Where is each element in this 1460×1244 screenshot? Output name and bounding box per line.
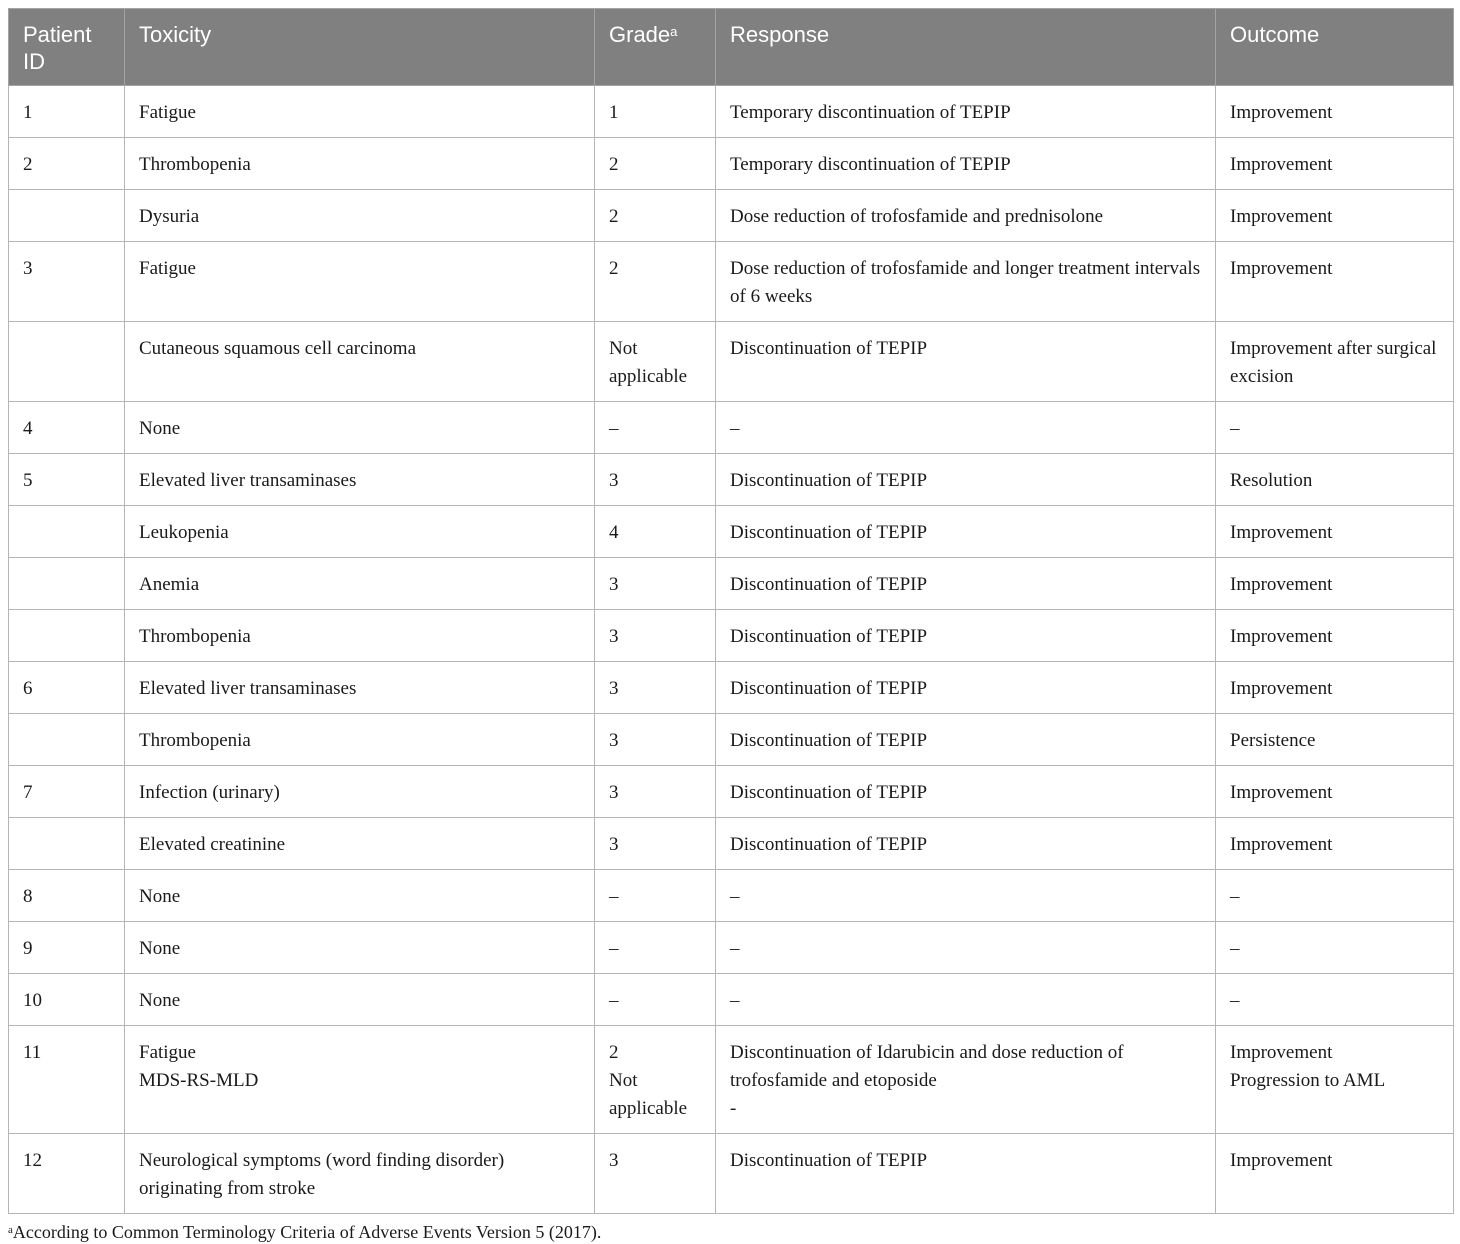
header-grade — [595, 9, 716, 86]
cell-patient-id — [9, 558, 125, 610]
cell-response: Discontinuation of TEPIP — [716, 818, 1216, 870]
cell-toxicity: Thrombopenia — [125, 714, 595, 766]
cell-response: Discontinuation of TEPIP — [716, 714, 1216, 766]
header-response: Response — [716, 9, 1216, 86]
cell-outcome-line: Progression to AML — [1230, 1070, 1386, 1091]
table-row — [9, 1134, 1454, 1214]
cell-patient-id: 12 — [9, 1134, 125, 1214]
cell-response: Discontinuation of TEPIP — [716, 766, 1216, 818]
cell-grade — [595, 1026, 716, 1134]
cell-toxicity: Thrombopenia — [125, 610, 595, 662]
cell-grade: – — [595, 870, 716, 922]
cell-toxicity: None — [125, 402, 595, 454]
cell-outcome: Improvement — [1216, 138, 1454, 190]
table-row — [9, 922, 1454, 974]
cell-outcome: Improvement — [1216, 86, 1454, 138]
cell-grade: – — [595, 922, 716, 974]
cell-toxicity: Infection (urinary) — [125, 766, 595, 818]
cell-toxicity: Fatigue — [125, 86, 595, 138]
cell-toxicity: Leukopenia — [125, 506, 595, 558]
table-row — [9, 242, 1454, 322]
cell-patient-id: 3 — [9, 242, 125, 322]
cell-grade-line: 2 — [609, 1042, 619, 1063]
cell-response: – — [716, 870, 1216, 922]
header-patient-id: Patient ID — [9, 9, 125, 86]
cell-outcome: – — [1216, 922, 1454, 974]
cell-patient-id: 5 — [9, 454, 125, 506]
cell-response: Discontinuation of TEPIP — [716, 610, 1216, 662]
table-container — [8, 8, 1453, 1244]
cell-outcome: Improvement — [1216, 818, 1454, 870]
cell-grade: 3 — [595, 818, 716, 870]
cell-toxicity: Elevated liver transaminases — [125, 454, 595, 506]
cell-outcome: Improvement — [1216, 558, 1454, 610]
cell-patient-id — [9, 190, 125, 242]
cell-response-line: - — [730, 1098, 737, 1119]
cell-patient-id: 6 — [9, 662, 125, 714]
cell-toxicity — [125, 1026, 595, 1134]
cell-outcome: Resolution — [1216, 454, 1454, 506]
table-row — [9, 506, 1454, 558]
cell-outcome: Improvement after surgical excision — [1216, 322, 1454, 402]
cell-patient-id: 10 — [9, 974, 125, 1026]
cell-response-line: Discontinuation of Idarubicin and dose reduction of trofosfamide and etoposide — [730, 1042, 1124, 1091]
cell-response: Discontinuation of TEPIP — [716, 1134, 1216, 1214]
cell-grade: 2 — [595, 242, 716, 322]
cell-outcome: Improvement — [1216, 662, 1454, 714]
header-toxicity: Toxicity — [125, 9, 595, 86]
header-grade-label: Grade — [609, 22, 671, 47]
cell-patient-id — [9, 322, 125, 402]
cell-toxicity: Neurological symptoms (word finding disorder) originating from stroke — [125, 1134, 595, 1214]
cell-grade: 2 — [595, 190, 716, 242]
cell-grade-line: Not applicable — [609, 1070, 688, 1119]
table-row — [9, 454, 1454, 506]
cell-outcome: Persistence — [1216, 714, 1454, 766]
cell-grade: 3 — [595, 558, 716, 610]
cell-response: Discontinuation of TEPIP — [716, 506, 1216, 558]
cell-response — [716, 1026, 1216, 1134]
cell-patient-id: 2 — [9, 138, 125, 190]
table-row — [9, 818, 1454, 870]
table-row — [9, 870, 1454, 922]
cell-response: Temporary discontinuation of TEPIP — [716, 138, 1216, 190]
cell-patient-id: 7 — [9, 766, 125, 818]
table-row — [9, 610, 1454, 662]
cell-toxicity: None — [125, 870, 595, 922]
table-row — [9, 1026, 1454, 1134]
cell-patient-id — [9, 610, 125, 662]
table-row — [9, 558, 1454, 610]
cell-grade: – — [595, 402, 716, 454]
table-row — [9, 766, 1454, 818]
cell-toxicity-line: MDS-RS-MLD — [139, 1070, 259, 1091]
header-grade-footnote-marker: a — [670, 24, 678, 39]
cell-patient-id: 8 — [9, 870, 125, 922]
cell-outcome: Improvement — [1216, 190, 1454, 242]
cell-response: Discontinuation of TEPIP — [716, 662, 1216, 714]
table-row — [9, 402, 1454, 454]
cell-grade: 3 — [595, 766, 716, 818]
cell-outcome — [1216, 1026, 1454, 1134]
cell-patient-id: 11 — [9, 1026, 125, 1134]
cell-outcome: – — [1216, 870, 1454, 922]
cell-grade: – — [595, 974, 716, 1026]
cell-toxicity: Elevated creatinine — [125, 818, 595, 870]
table-footnote — [8, 1220, 1453, 1244]
cell-toxicity: Dysuria — [125, 190, 595, 242]
cell-grade: 3 — [595, 714, 716, 766]
cell-toxicity: Thrombopenia — [125, 138, 595, 190]
cell-response: – — [716, 922, 1216, 974]
cell-patient-id: 1 — [9, 86, 125, 138]
cell-grade: 1 — [595, 86, 716, 138]
cell-outcome: Improvement — [1216, 766, 1454, 818]
cell-patient-id — [9, 714, 125, 766]
table-row — [9, 714, 1454, 766]
cell-toxicity: Fatigue — [125, 242, 595, 322]
cell-toxicity: Cutaneous squamous cell carcinoma — [125, 322, 595, 402]
table-row — [9, 138, 1454, 190]
cell-grade: 3 — [595, 662, 716, 714]
table-row — [9, 190, 1454, 242]
cell-response: Dose reduction of trofosfamide and prednisolone — [716, 190, 1216, 242]
cell-response: – — [716, 402, 1216, 454]
header-row — [9, 9, 1454, 86]
cell-response: Discontinuation of TEPIP — [716, 322, 1216, 402]
table-row — [9, 322, 1454, 402]
cell-patient-id — [9, 818, 125, 870]
cell-grade: Not applicable — [595, 322, 716, 402]
cell-outcome: Improvement — [1216, 506, 1454, 558]
cell-outcome: – — [1216, 974, 1454, 1026]
cell-outcome: – — [1216, 402, 1454, 454]
toxicity-table — [8, 8, 1454, 1214]
cell-patient-id — [9, 506, 125, 558]
cell-toxicity: None — [125, 922, 595, 974]
footnote-marker: a — [8, 1224, 13, 1236]
cell-patient-id: 9 — [9, 922, 125, 974]
cell-outcome-line: Improvement — [1230, 1042, 1333, 1063]
table-row — [9, 86, 1454, 138]
cell-response: Discontinuation of TEPIP — [716, 454, 1216, 506]
cell-outcome: Improvement — [1216, 610, 1454, 662]
cell-grade: 3 — [595, 610, 716, 662]
cell-toxicity: Anemia — [125, 558, 595, 610]
cell-grade: 3 — [595, 454, 716, 506]
cell-patient-id: 4 — [9, 402, 125, 454]
cell-toxicity: None — [125, 974, 595, 1026]
table-row — [9, 974, 1454, 1026]
table-row — [9, 662, 1454, 714]
cell-grade: 2 — [595, 138, 716, 190]
footnote-text: According to Common Terminology Criteria of Adverse Events Version 5 (2017). — [12, 1222, 602, 1242]
cell-response: – — [716, 974, 1216, 1026]
cell-response: Temporary discontinuation of TEPIP — [716, 86, 1216, 138]
cell-outcome: Improvement — [1216, 242, 1454, 322]
cell-response: Dose reduction of trofosfamide and longer treatment intervals of 6 weeks — [716, 242, 1216, 322]
cell-toxicity-line: Fatigue — [139, 1042, 196, 1063]
header-outcome: Outcome — [1216, 9, 1454, 86]
cell-outcome: Improvement — [1216, 1134, 1454, 1214]
cell-grade: 3 — [595, 1134, 716, 1214]
cell-grade: 4 — [595, 506, 716, 558]
cell-response: Discontinuation of TEPIP — [716, 558, 1216, 610]
cell-toxicity: Elevated liver transaminases — [125, 662, 595, 714]
